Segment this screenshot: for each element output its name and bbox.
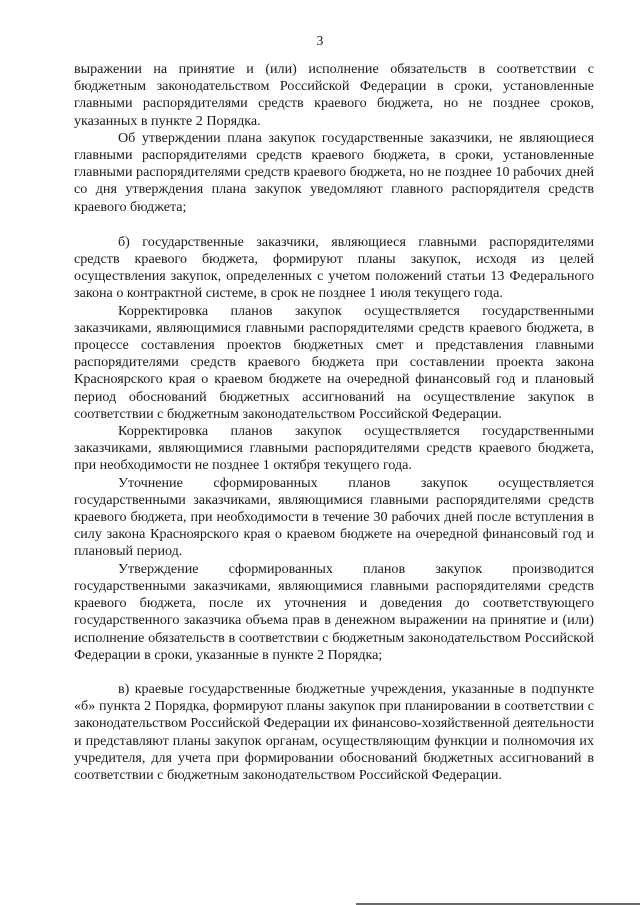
paragraph-plan-adjustment-october: Корректировка планов закупок осуществляется государственными заказчиками, являющимися главными распорядителями средств краевого бюджета, при необходимости не позднее 1 октября текущего года.: [74, 423, 594, 474]
paragraph-continuation: выражении на принятие и (или) исполнение обязательств в соответствии с бюджетным законодательством Российской Федерации в сроки, установленные главными распорядителями средств краевого бюджета, но не позднее сроков, указанных в пункте 2 Порядка.: [74, 61, 594, 129]
paragraph-plan-clarification: Уточнение сформированных планов закупок осуществляется государственными заказчиками, являющимися главными распорядителями средств краевого бюджета, при необходимости в течение 30 рабочих дней после вступления в силу закона Красноярского края о краевом бюджете на очередной финансовый год и плановый период.: [74, 474, 594, 560]
paragraph-plan-approval-notice: Об утверждении плана закупок государственные заказчики, не являющиеся главными распорядителями средств краевого бюджета, в сроки, установленные главными распорядителями средств краевого бюджета, но не позднее 10 рабочих дней со дня утверждения плана закупок уведомляют главного распорядителя средств краевого бюджета;: [74, 129, 594, 215]
paragraph-item-c: в) краевые государственные бюджетные учреждения, указанные в подпункте «б» пункта 2 Порядка, формируют планы закупок при планировании в соответствии с законодательством Российской Федерации их финансово-хозяйственной деятельности и представляют планы закупок органам, осуществляющим функции и полномочия их учредителя, для учета при формировании обоснований бюджетных ассигнований в соответствии с бюджетным законодательством Российской Федерации.: [74, 680, 594, 783]
paragraph-plan-approval: Утверждение сформированных планов закупок производится государственными заказчиками, являющимися главными распорядителями средств краевого бюджета, после их уточнения и доведения до соответствующего государственного заказчика объема прав в денежном выражении на принятие и (или) исполнение обязательств в соответствии с бюджетным законодательством Российской Федерации в сроки, указанные в пункте 2 Порядка;: [74, 560, 594, 663]
page-number: 3: [316, 33, 324, 48]
document-body: [74, 61, 594, 784]
paragraph-item-b: б) государственные заказчики, являющиеся главными распорядителями средств краевого бюджета, формируют планы закупок, исходя из целей осуществления закупок, определенных с учетом положений статьи 13 Федерального закона о контрактной системе, в срок не позднее 1 июля текущего года.: [74, 233, 594, 302]
paragraph-plan-adjustment: Корректировка планов закупок осуществляется государственными заказчиками, являющимися главными распорядителями средств краевого бюджета, в процессе составления проектов бюджетных смет и представления главными распорядителями средств краевого бюджета при составлении проекта закона Красноярского края о краевом бюджете на очередной финансовый год и плановый период обоснований бюджетных ассигнований на осуществление закупок в соответствии с бюджетным законодательством Российской Федерации.: [74, 302, 594, 422]
